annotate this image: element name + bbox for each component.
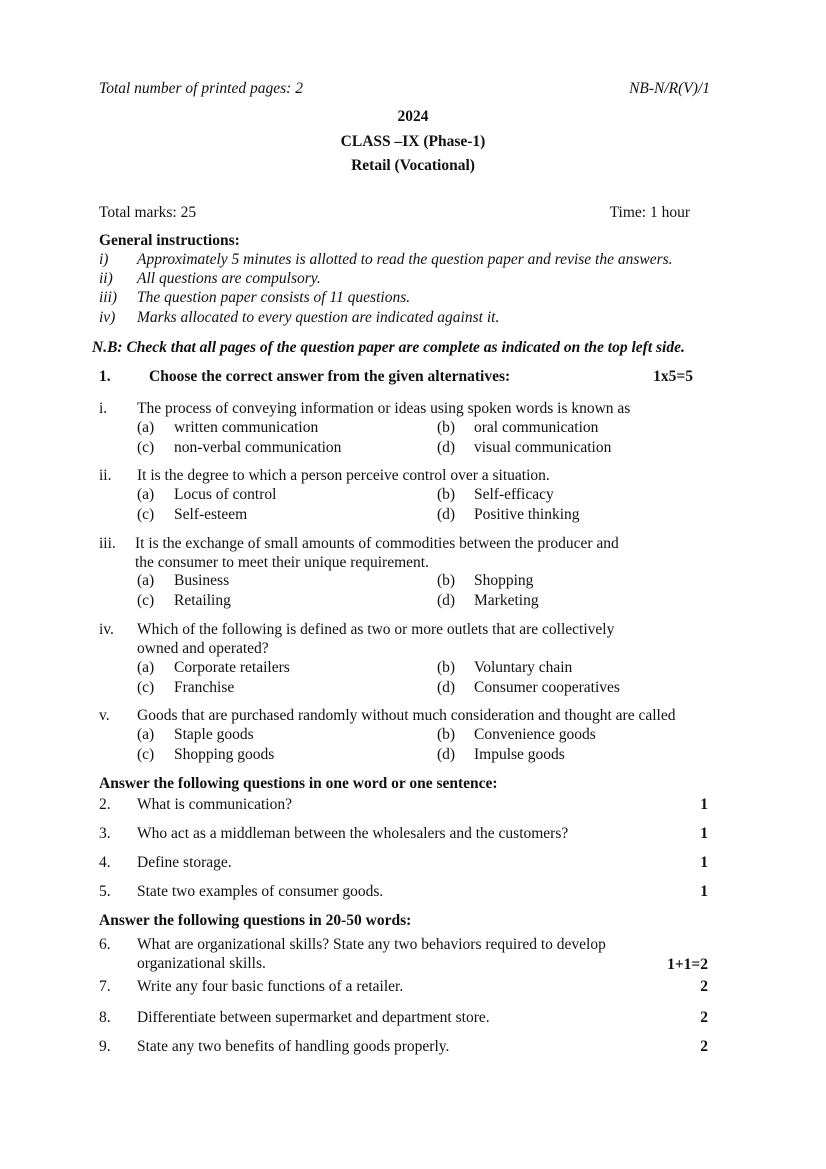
option-label: (a) <box>137 572 155 589</box>
option-text: Self-efficacy <box>474 486 554 503</box>
question-row <box>0 936 826 976</box>
option-label: (c) <box>137 592 155 609</box>
paper-code: NB-N/R(V)/1 <box>629 80 710 97</box>
question-number: 3. <box>99 825 111 842</box>
question-text: State any two benefits of handling goods properly. <box>137 1038 450 1055</box>
option-text: Impulse goods <box>474 746 565 763</box>
option-text: Marketing <box>474 592 539 609</box>
option-text: Voluntary chain <box>474 659 573 676</box>
instruction-number: ii) <box>99 270 113 287</box>
mcq-question: It is the exchange of small amounts of commodities between the producer and <box>135 535 619 552</box>
section-b-title: Answer the following questions in one word or one sentence: <box>99 775 498 792</box>
instructions-title: General instructions: <box>99 232 240 249</box>
option-label: (a) <box>137 486 155 503</box>
option-label: (d) <box>437 592 456 609</box>
option-label: (d) <box>437 679 456 696</box>
question-number: 7. <box>99 978 111 995</box>
question-marks: 2 <box>700 1038 708 1055</box>
question-marks: 1 <box>700 796 708 813</box>
section-c-title: Answer the following questions in 20-50 words: <box>99 912 412 929</box>
option-text: Convenience goods <box>474 726 596 743</box>
question-marks: 1 <box>700 883 708 900</box>
instruction-text: The question paper consists of 11 questions. <box>137 289 411 306</box>
option-label: (c) <box>137 506 155 523</box>
option-text: Retailing <box>174 592 231 609</box>
question-text-cont: organizational skills. <box>137 955 266 972</box>
q1-marks: 1x5=5 <box>653 368 693 385</box>
option-label: (c) <box>137 679 155 696</box>
option-text: Franchise <box>174 679 235 696</box>
option-text: visual communication <box>474 439 612 456</box>
mcq-question-cont: the consumer to meet their unique requirement. <box>135 554 429 571</box>
question-text: Differentiate between supermarket and department store. <box>137 1009 490 1026</box>
option-label: (a) <box>137 419 155 436</box>
exam-subject: Retail (Vocational) <box>351 157 475 174</box>
question-marks: 1 <box>700 854 708 871</box>
option-text: Locus of control <box>174 486 277 503</box>
mcq-question: It is the degree to which a person perceive control over a situation. <box>137 467 550 484</box>
question-number: 5. <box>99 883 111 900</box>
mcq-question: Which of the following is defined as two or more outlets that are collectively <box>137 621 615 638</box>
option-text: Staple goods <box>174 726 254 743</box>
question-number: 6. <box>99 936 111 953</box>
question-marks: 1+1=2 <box>667 956 708 973</box>
option-label: (d) <box>437 506 456 523</box>
instruction-number: i) <box>99 251 109 268</box>
instruction-text: Approximately 5 minutes is allotted to read the question paper and revise the answers. <box>137 251 673 268</box>
nb-note: N.B: Check that all pages of the question paper are complete as indicated on the top left side. <box>92 339 685 356</box>
question-number: 8. <box>99 1009 111 1026</box>
question-text: Define storage. <box>137 854 232 871</box>
question-number: 4. <box>99 854 111 871</box>
option-text: non-verbal communication <box>174 439 342 456</box>
question-text: State two examples of consumer goods. <box>137 883 384 900</box>
option-label: (b) <box>437 659 456 676</box>
option-label: (c) <box>137 439 155 456</box>
total-marks: Total marks: 25 <box>99 204 197 221</box>
option-text: Positive thinking <box>474 506 580 523</box>
option-text: Business <box>174 572 230 589</box>
option-text: Corporate retailers <box>174 659 290 676</box>
question-text: Who act as a middleman between the wholesalers and the customers? <box>137 825 569 842</box>
mcq-question: The process of conveying information or ideas using spoken words is known as <box>137 400 631 417</box>
option-text: Shopping <box>474 572 534 589</box>
question-text: Write any four basic functions of a retailer. <box>137 978 404 995</box>
question-marks: 2 <box>700 978 708 995</box>
option-label: (b) <box>437 726 456 743</box>
instruction-number: iii) <box>99 289 118 306</box>
mcq-number: iv. <box>99 621 114 638</box>
mcq-question-cont: owned and operated? <box>137 640 269 657</box>
exam-class: CLASS –IX (Phase-1) <box>340 133 486 150</box>
option-label: (a) <box>137 659 155 676</box>
mcq-number: v. <box>99 707 110 724</box>
printed-pages: Total number of printed pages: 2 <box>99 80 303 97</box>
question-number: 2. <box>99 796 111 813</box>
option-label: (b) <box>437 486 456 503</box>
mcq-number: ii. <box>99 467 112 484</box>
option-label: (d) <box>437 439 456 456</box>
instruction-number: iv) <box>99 309 116 326</box>
option-text: written communication <box>174 419 319 436</box>
option-text: Self-esteem <box>174 506 248 523</box>
mcq-number: iii. <box>99 535 116 552</box>
option-label: (d) <box>437 746 456 763</box>
instruction-text: Marks allocated to every question are indicated against it. <box>137 309 500 326</box>
option-label: (b) <box>437 419 456 436</box>
question-marks: 1 <box>700 825 708 842</box>
q1-number: 1. <box>99 368 111 385</box>
question-text: What is communication? <box>137 796 292 813</box>
q1-text: Choose the correct answer from the given alternatives: <box>149 368 511 385</box>
question-number: 9. <box>99 1038 111 1055</box>
mcq-number: i. <box>99 400 108 417</box>
instruction-text: All questions are compulsory. <box>137 270 321 287</box>
option-label: (c) <box>137 746 155 763</box>
option-text: Shopping goods <box>174 746 275 763</box>
option-label: (a) <box>137 726 155 743</box>
question-marks: 2 <box>700 1009 708 1026</box>
option-text: oral communication <box>474 419 599 436</box>
option-label: (b) <box>437 572 456 589</box>
exam-year: 2024 <box>397 108 429 125</box>
option-text: Consumer cooperatives <box>474 679 620 696</box>
question-text: What are organizational skills? State any two behaviors required to develop <box>137 936 606 953</box>
mcq-question: Goods that are purchased randomly without much consideration and thought are called <box>137 707 676 724</box>
exam-time: Time: 1 hour <box>609 204 690 221</box>
